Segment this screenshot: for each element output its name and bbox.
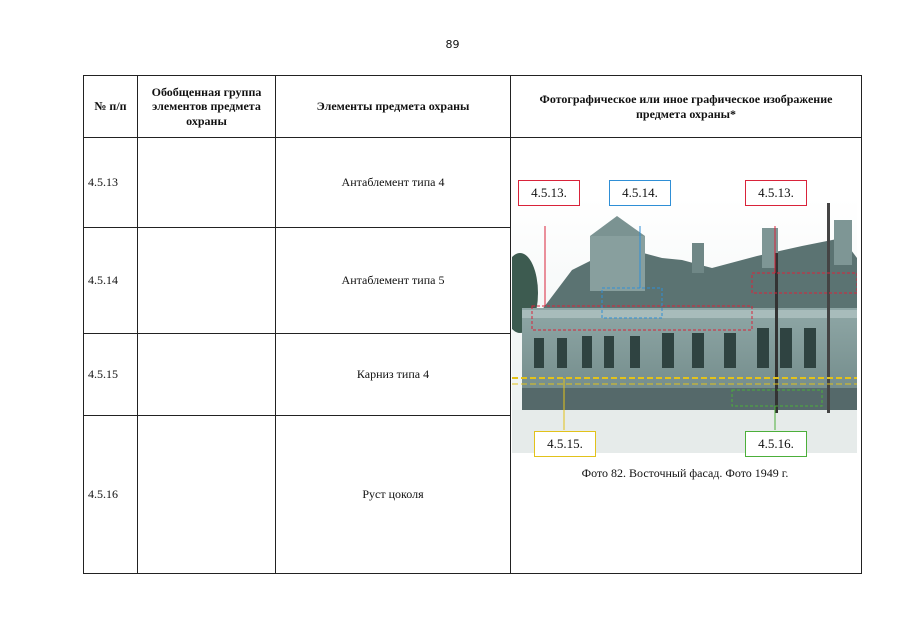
header-image: Фотографическое или иное графическое изображение предмета охраны*	[511, 76, 862, 138]
row-group	[138, 138, 276, 228]
row-element: Руст цоколя	[276, 416, 511, 574]
page-number: 89	[445, 38, 460, 51]
photo-annotated	[511, 138, 861, 573]
row-element: Антаблемент типа 5	[276, 228, 511, 334]
row-element: Антаблемент типа 4	[276, 138, 511, 228]
row-element: Карниз типа 4	[276, 334, 511, 416]
row-group	[138, 416, 276, 574]
table-row	[84, 138, 862, 228]
row-num: 4.5.15	[84, 334, 138, 416]
row-num: 4.5.14	[84, 228, 138, 334]
facade-photo	[512, 198, 857, 453]
label-4-5-13-left: 4.5.13.	[518, 180, 580, 206]
label-4-5-14: 4.5.14.	[609, 180, 671, 206]
protection-elements-table	[83, 75, 862, 574]
photo-cell	[511, 138, 862, 574]
header-elements: Элементы предмета охраны	[276, 76, 511, 138]
label-4-5-15: 4.5.15.	[534, 431, 596, 457]
row-group	[138, 334, 276, 416]
header-group: Обобщенная группа элементов предмета охраны	[138, 76, 276, 138]
label-4-5-16: 4.5.16.	[745, 431, 807, 457]
label-4-5-13-right: 4.5.13.	[745, 180, 807, 206]
row-num: 4.5.13	[84, 138, 138, 228]
photo-caption: Фото 82. Восточный фасад. Фото 1949 г.	[581, 466, 789, 480]
row-group	[138, 228, 276, 334]
table-header-row	[84, 76, 862, 138]
row-num: 4.5.16	[84, 416, 138, 574]
header-num: № п/п	[84, 76, 138, 138]
